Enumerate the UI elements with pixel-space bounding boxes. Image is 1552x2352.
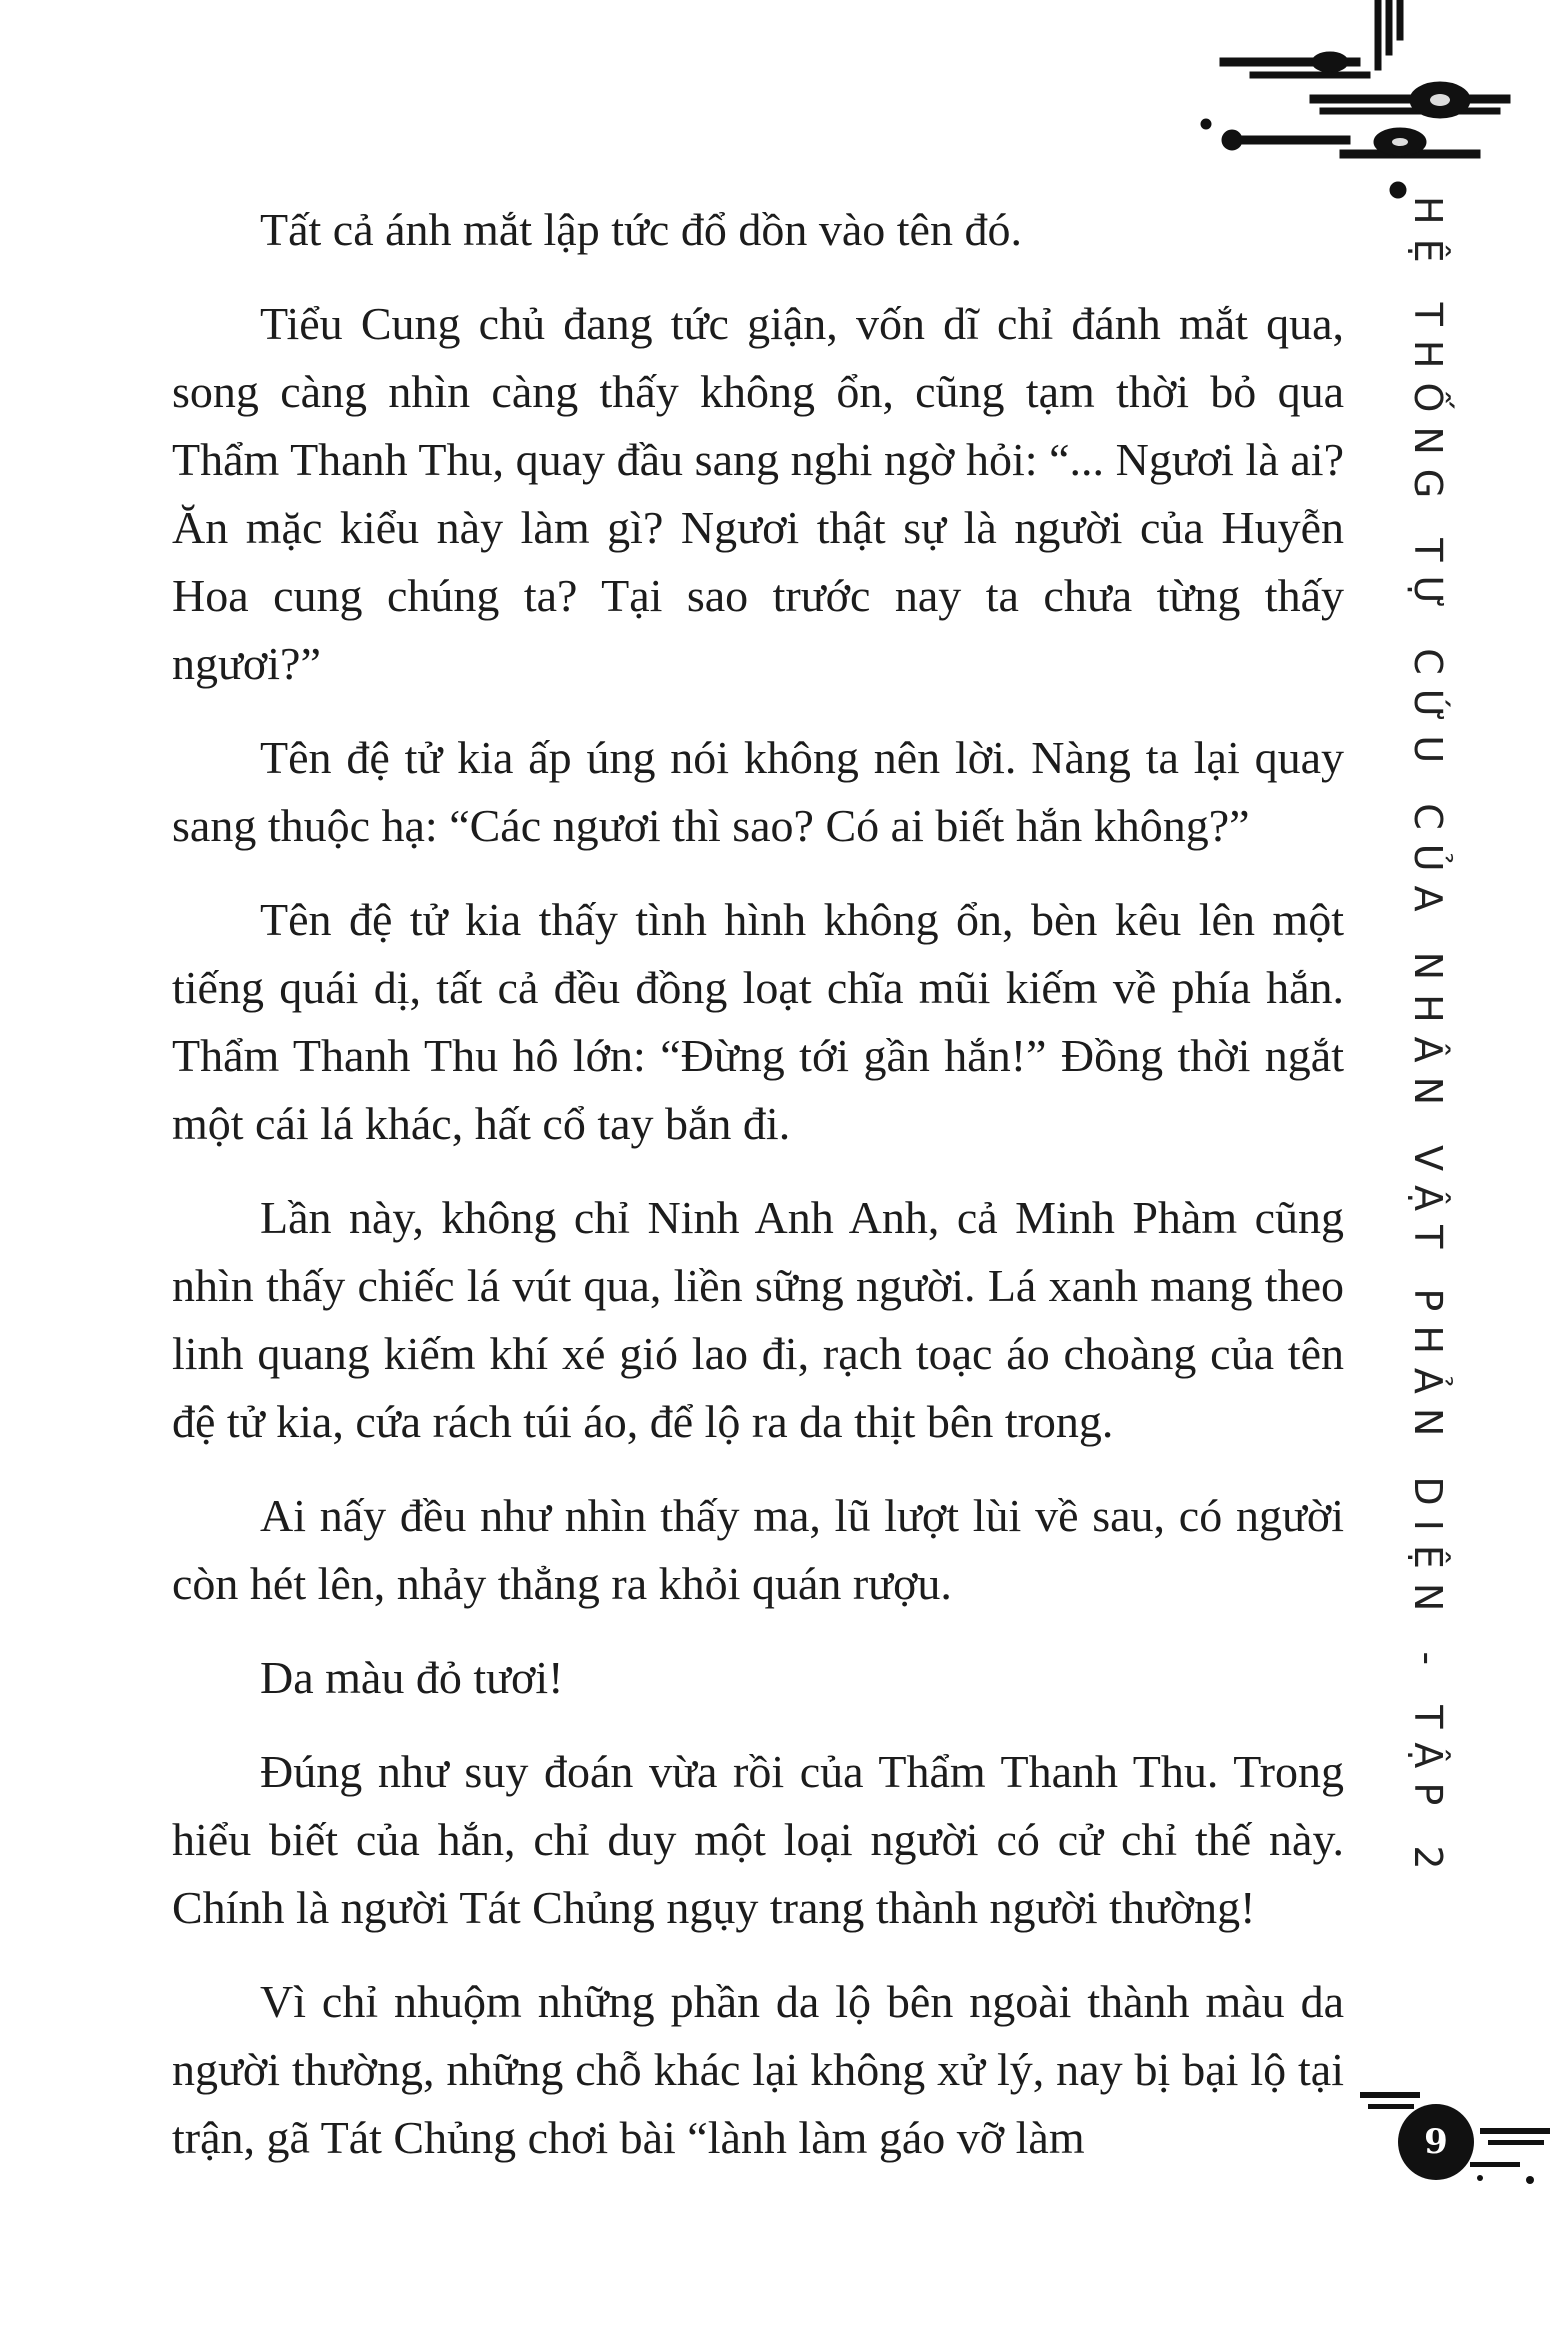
paragraph: Da màu đỏ tươi!	[260, 1652, 564, 1703]
cloud-ornament-top	[1190, 0, 1552, 200]
page-number: 9	[1398, 2104, 1474, 2180]
book-series-title: HỆ THỐNG TỰ CỨU CỦA NHÂN VẬT PHẢN DIỆN - TẬP 2	[1406, 196, 1450, 1884]
paragraph: Vì chỉ nhuộm những phần da lộ bên ngoài thành màu da người thường, những chỗ khác lại không xử lý, nay bị bại lộ tại trận, gã Tát Chủng chơi bài “lành làm gáo vỡ làm	[172, 1976, 1344, 2163]
paragraph: Tên đệ tử kia thấy tình hình không ổn, bèn kêu lên một tiếng quái dị, tất cả đều đồng loạt chĩa mũi kiếm về phía hắn. Thẩm Thanh Thu hô lớn: “Đừng tới gần hắn!” Đồng thời ngắt một cái lá khác, hất cổ tay bắn đi.	[172, 894, 1344, 1149]
paragraph: Tiểu Cung chủ đang tức giận, vốn dĩ chỉ đánh mắt qua, song càng nhìn càng thấy không ổn, cũng tạm thời bỏ qua Thẩm Thanh Thu, quay đầu sang nghi ngờ hỏi: “... Ngươi là ai? Ăn mặc kiểu này làm gì? Ngươi thật sự là người của Huyễn Hoa cung chúng ta? Tại sao trước nay ta chưa từng thấy ngươi?”	[172, 298, 1344, 689]
paragraph: Lần này, không chỉ Ninh Anh Anh, cả Minh Phàm cũng nhìn thấy chiếc lá vút qua, liền sững người. Lá xanh mang theo linh quang kiếm khí xé gió lao đi, rạch toạc áo choàng của tên đệ tử kia, cứa rách túi áo, để lộ ra da thịt bên trong.	[172, 1192, 1344, 1447]
body-text	[172, 196, 1344, 2198]
paragraph: Đúng như suy đoán vừa rồi của Thẩm Thanh Thu. Trong hiểu biết của hắn, chỉ duy một loại người có cử chỉ thế này. Chính là người Tát Chủng ngụy trang thành người thường!	[172, 1746, 1344, 1933]
paragraph: Tất cả ánh mắt lập tức đổ dồn vào tên đó.	[260, 204, 1022, 255]
paragraph: Ai nấy đều như nhìn thấy ma, lũ lượt lùi về sau, có người còn hét lên, nhảy thẳng ra khỏi quán rượu.	[172, 1490, 1344, 1609]
paragraph: Tên đệ tử kia ấp úng nói không nên lời. Nàng ta lại quay sang thuộc hạ: “Các ngươi thì sao? Có ai biết hắn không?”	[172, 732, 1344, 851]
